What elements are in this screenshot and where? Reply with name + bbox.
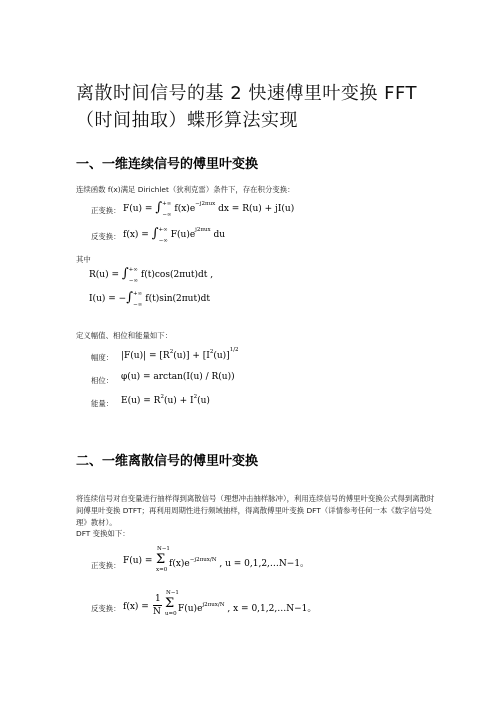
phase-formula: φ(u) = arctan(I(u) / R(u)): [121, 372, 235, 382]
section-heading-discrete: 二、一维离散信号的傅里叶变换: [76, 454, 259, 469]
section-heading-continuous: 一、一维连续信号的傅里叶变换: [76, 157, 259, 172]
energy-label: 能量：: [91, 399, 114, 408]
amplitude-formula: $|F(u)| = [R^2(u)] + [I^2(u)]^{1/2}$: [121, 347, 239, 361]
forward-transform-label: 正变换：: [91, 206, 121, 215]
I-formula: $I(u) = -\int^{+\infty}_{-\infty}$ f(t)sin(2πut)dt: [89, 290, 210, 308]
inverse-transform-formula: $f(x) = \int^{+\infty}_{-\infty}$ $F(u)e^{j2\pi ux}$ du: [123, 226, 226, 244]
where-text: 其中: [76, 255, 91, 264]
dft-forward-label: 正变换：: [91, 561, 121, 570]
dft-text: DFT 变换如下：: [76, 529, 130, 538]
inverse-transform-label: 反变换：: [91, 232, 121, 241]
definition-text: 定义幅值、相位和能量如下：: [76, 331, 173, 340]
discrete-paragraph: 将连续信号对自变量进行抽样得到离散信号（理想冲击抽样脉冲），利用连续信号的傅里叶变换公式得到离散时间傅里叶变换 DTFT；再利用周期性进行频域抽样，得离散傅里叶变换 DFT（详情参考任何一本《数字信号处理》教材）。: [76, 494, 435, 527]
dft-inverse-label: 反变换：: [91, 604, 121, 613]
R-formula: $R(u) = \int^{+\infty}_{-\infty}$ f(t)cos(2πut)dt ,: [89, 266, 214, 284]
amplitude-label: 幅度：: [91, 353, 114, 362]
forward-transform-formula: $F(u) = \int^{+\infty}_{-\infty}$ $f(x)e^{-j2\pi ux}$ dx = R(u) + jI(u): [123, 200, 295, 218]
intro-text: 连续函数 f(x)满足 Dirichlet（狄利克雷）条件下，存在积分变换：: [76, 185, 295, 194]
energy-formula: $E(u) = R^2(u) + I^2(u)$: [121, 394, 210, 406]
page-title: 离散时间信号的基 2 快速傅里叶变换 FFT（时间抽取）蝶形算法实现: [76, 83, 418, 131]
phase-label: 相位：: [91, 376, 114, 385]
